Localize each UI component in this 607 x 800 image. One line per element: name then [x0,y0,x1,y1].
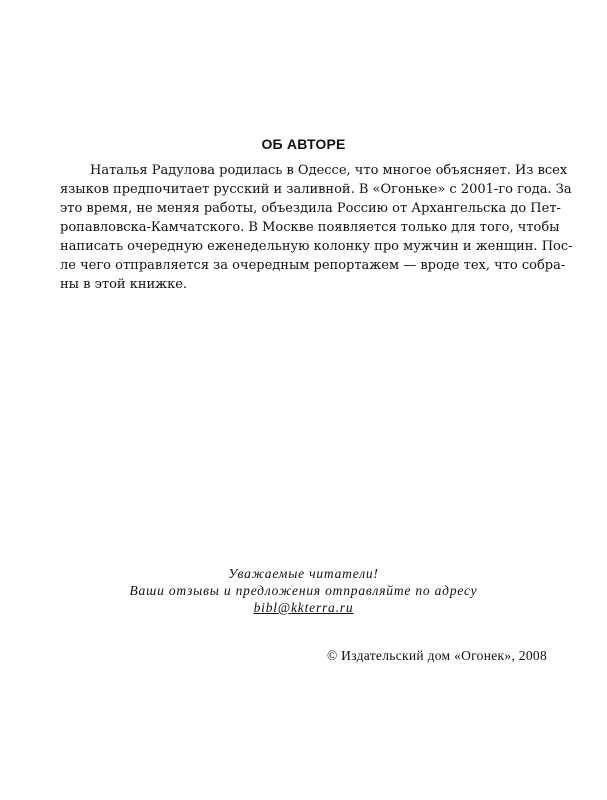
bio-line: языков предпочитает русский и заливной. В «Огоньке» с 2001-го года. За [60,182,572,197]
bio-line: Наталья Радулова родилась в Одессе, что многое объясняет. Из всех [90,163,568,178]
readers-note [0,565,607,616]
bio-line: это время, не меняя работы, объездила Россию от Архангельска до Пет- [60,201,561,216]
author-bio [60,161,573,294]
readers-request: Ваши отзывы и предложения отправляйте по адресу [129,583,478,598]
readers-greeting: Уважаемые читатели! [228,566,379,581]
copyright-notice: © Издательский дом «Огонек», 2008 [326,648,547,663]
bio-line: ле чего отправляется за очередным репортажем — вроде тех, что собра- [60,258,566,273]
bio-line: ны в этой книжке. [60,277,188,292]
bio-line: ропавловска-Камчатского. В Москве появляется только для того, чтобы [60,220,560,235]
email-link[interactable]: bibl@kkterra.ru [253,600,354,615]
section-heading: ОБ АВТОРЕ [261,136,346,152]
bio-line: написать очередную еженедельную колонку про мужчин и женщин. Пос- [60,239,573,254]
